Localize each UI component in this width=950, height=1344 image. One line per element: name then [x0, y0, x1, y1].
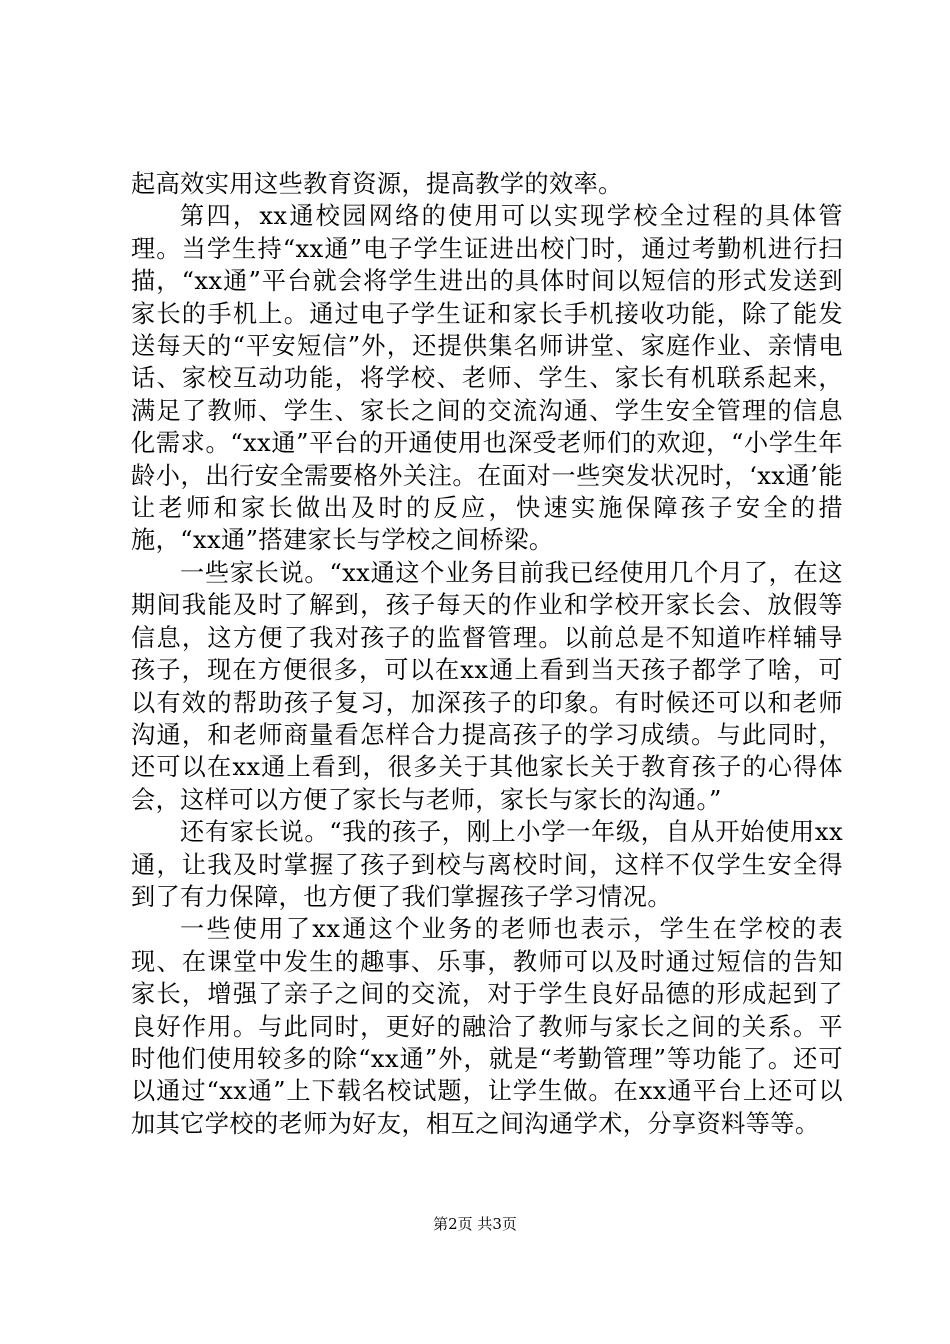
paragraph-campus-management: 第四，xx通校园网络的使用可以实现学校全过程的具体管理。当学生持“xx通”电子学生证进出校门时，通过考勤机进行扫描，“xx通”平台就会将学生进出的具体时间以短信的形式发送到家长的手机上。通过电子学生证和家长手机接收功能，除了能发送每天的“平安短信”外，还提供集名师讲堂、家庭作业、亲情电话、家校互动功能，将学校、老师、学生、家长有机联系起来，满足了教师、学生、家长之间的交流沟通、学生安全管理的信息化需求。“xx通”平台的开通使用也深受老师们的欢迎，“小学生年龄小，出行安全需要格外关注。在面对一些突发状况时，‘xx通’能让老师和家长做出及时的反应，快速实施保障孩子安全的措施，“xx通”搭建家长与学校之间桥梁。 [131, 202, 843, 555]
paragraph-teacher-feedback: 一些使用了xx通这个业务的老师也表示，学生在学校的表现、在课堂中发生的趣事、乐事，教师可以及时通过短信的告知家长，增强了亲子之间的交流，对于学生良好品德的形成起到了良好作用。与此同时，更好的融洽了教师与家长之间的关系。平时他们使用较多的除“xx通”外，就是“考勤管理”等功能了。还可以通过“xx通”上下载名校试题，让学生做。在xx通平台上还可以加其它学校的老师为好友，相互之间沟通学术，分享资料等等。 [131, 915, 843, 1138]
document-body [131, 168, 843, 1140]
paragraph-parent-feedback-2: 还有家长说。“我的孩子，刚上小学一年级，自从开始使用xx通，让我及时掌握了孩子到校与离校时间，这样不仅学生安全得到了有力保障，也方便了我们掌握孩子学习情况。 [131, 818, 843, 911]
paragraph-continuation: 起高效实用这些教育资源，提高教学的效率。 [131, 170, 623, 198]
page-number-footer: 第2页 共3页 [433, 1215, 517, 1233]
paragraph-parent-feedback-1: 一些家长说。“xx通这个业务目前我已经使用几个月了，在这期间我能及时了解到，孩子每天的作业和学校开家长会、放假等信息，这方便了我对孩子的监督管理。以前总是不知道咋样辅导孩子，现在方便很多，可以在xx通上看到当天孩子都学了啥，可以有效的帮助孩子复习，加深孩子的印象。有时候还可以和老师沟通，和老师商量看怎样合力提高孩子的学习成绩。与此同时，还可以在xx通上看到，很多关于其他家长关于教育孩子的心得体会，这样可以方便了家长与老师，家长与家长的沟通。” [131, 558, 843, 814]
